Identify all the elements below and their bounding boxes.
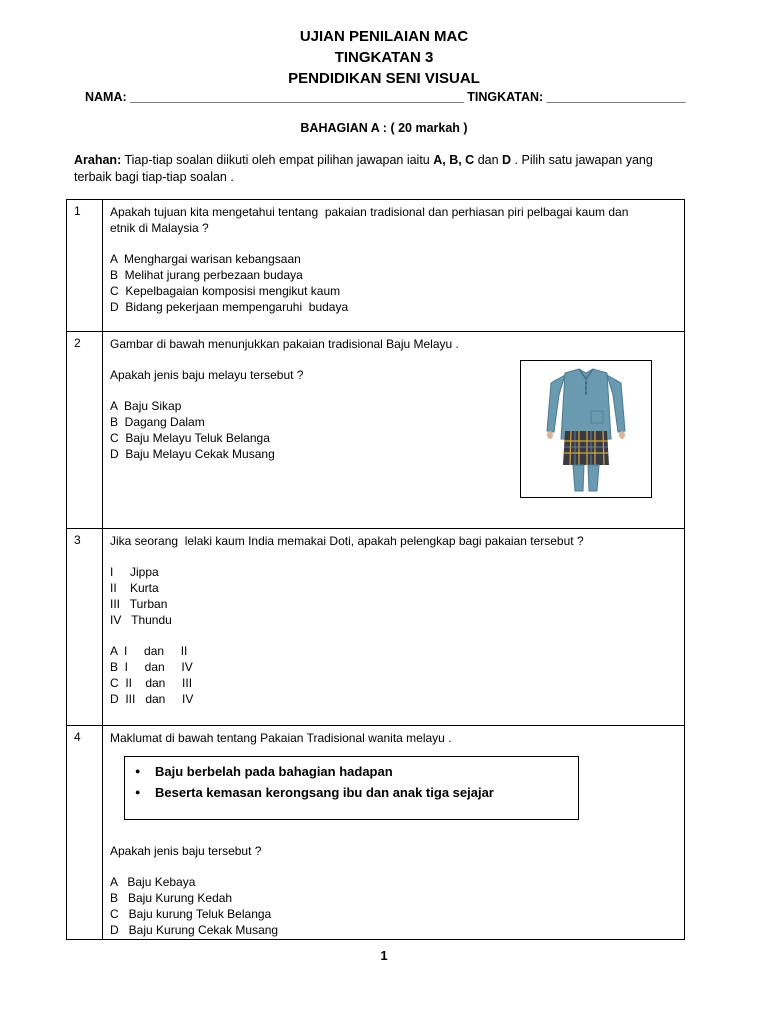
question-row-1 <box>67 200 685 332</box>
instruction-option-d: D <box>502 153 512 167</box>
question-stem: Apakah tujuan kita mengetahui tentang pakaian tradisional dan perhiasan piri pelbagai kaum dan <box>110 205 629 219</box>
question-number: 1 <box>67 200 103 332</box>
question-number: 3 <box>67 529 103 726</box>
option-b: B Dagang Dalam <box>110 415 205 429</box>
question-body <box>103 200 685 332</box>
question-prompt: Apakah jenis baju melayu tersebut ? <box>110 368 304 382</box>
question-row-3 <box>67 529 685 726</box>
question-stem-cont: etnik di Malaysia ? <box>110 221 209 235</box>
question-number: 4 <box>67 726 103 940</box>
option-a: A Baju Kebaya <box>110 875 196 889</box>
question-row-4 <box>67 726 685 940</box>
option-d: D Baju Kurung Cekak Musang <box>110 923 279 937</box>
option-a: A I dan II <box>110 644 188 658</box>
item-iii: III Turban <box>110 597 168 611</box>
question-number: 2 <box>67 332 103 529</box>
question-row-2 <box>67 332 685 529</box>
question-body <box>103 332 685 529</box>
option-c: C Kepelbagaian komposisi mengikut kaum <box>110 284 341 298</box>
item-iv: IV Thundu <box>110 613 172 627</box>
baju-melayu-illustration <box>521 361 651 497</box>
question-stem: Maklumat di bawah tentang Pakaian Tradisional wanita melayu . <box>110 731 452 745</box>
instructions <box>74 152 684 186</box>
option-c: C II dan III <box>110 676 193 690</box>
option-a: A Menghargai warisan kebangsaan <box>110 252 301 266</box>
question-stem: Gambar di bawah menunjukkan pakaian tradisional Baju Melayu . <box>110 337 459 351</box>
item-i: I Jippa <box>110 565 159 579</box>
option-b: B Melihat jurang perbezaan budaya <box>110 268 303 282</box>
instruction-text-1: Tiap-tiap soalan diikuti oleh empat pilihan jawapan iaitu <box>121 153 434 167</box>
questions-table <box>66 199 685 940</box>
page-number: 1 <box>380 948 388 963</box>
question-prompt: Apakah jenis baju tersebut ? <box>110 844 262 858</box>
option-d: D Baju Melayu Cekak Musang <box>110 447 275 461</box>
option-a: A Baju Sikap <box>110 399 182 413</box>
info-bullet-2: ● Beserta kemasan kerongsang ibu dan anak tiga sejajar <box>125 782 578 803</box>
option-c: C Baju kurung Teluk Belanga <box>110 907 272 921</box>
section-label: BAHAGIAN A : ( 20 markah ) <box>300 121 468 135</box>
form-level-title: TINGKATAN 3 <box>334 49 434 66</box>
info-bullet-1: ● Baju berbelah pada bahagian hadapan <box>125 761 578 782</box>
section-heading <box>0 121 768 135</box>
instruction-label: Arahan: <box>74 153 122 167</box>
option-d: D Bidang pekerjaan mempengaruhi budaya <box>110 300 349 314</box>
baju-melayu-photo <box>520 360 652 498</box>
question-stem: Jika seorang lelaki kaum India memakai Doti, apakah pelengkap bagi pakaian tersebut ? <box>110 534 584 548</box>
instruction-text-3: . Pilih satu jawapan yang terbaik bagi tiap-tiap soalan . <box>74 153 653 184</box>
subject-title: PENDIDIKAN SENI VISUAL <box>288 70 480 87</box>
question-body <box>103 529 685 726</box>
option-b: B Baju Kurung Kedah <box>110 891 233 905</box>
item-ii: II Kurta <box>110 581 159 595</box>
instruction-text-2: dan <box>474 153 503 167</box>
option-b: B I dan IV <box>110 660 193 674</box>
question-body <box>103 726 685 940</box>
option-d: D III dan IV <box>110 692 194 706</box>
instruction-options: A, B, C <box>433 153 475 167</box>
exam-title: UJIAN PENILAIAN MAC <box>299 28 469 45</box>
option-c: C Baju Melayu Teluk Belanga <box>110 431 270 445</box>
name-class-line: NAMA: ________________________________________________ TINGKATAN: ____________________ <box>85 90 686 104</box>
info-box <box>124 756 579 820</box>
